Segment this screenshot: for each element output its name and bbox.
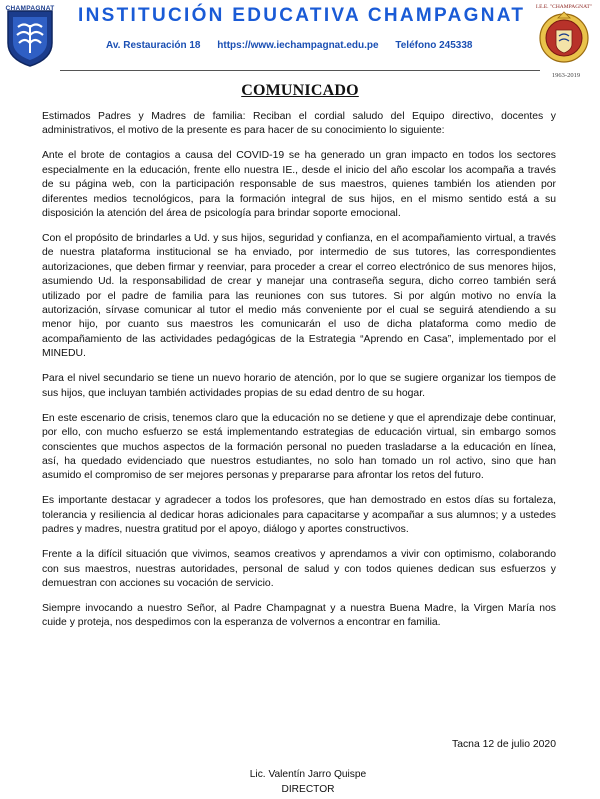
paragraph-closing: Siempre invocando a nuestro Señor, al Padre Champagnat y a nuestra Buena Madre, la Virgen María nos cuide y proteja, nos despedimos con la esperanza de volvernos a encontrar en familia. bbox=[42, 602, 556, 629]
document-title: COMUNICADO bbox=[241, 82, 359, 99]
place-date: Tacna 12 de julio 2020 bbox=[452, 739, 556, 750]
phone: Teléfono 245338 bbox=[395, 40, 473, 51]
paragraph-optimism: Frente a la difícil situación que vivimos, seamos creativos y aprendamos a vivir con optimismo, colaborando con sus maestros, nuestras autoridades, personal de salud y con todos quienes dedican sus esfuerzos y demuestran con acciones su vocación de servicio. bbox=[42, 549, 556, 589]
paragraph-covid: Ante el brote de contagios a causa del COVID-19 se ha generado un gran impacto en todos los sectores especialmente en la educación, frente ello nuestra IE., desde el inicio del año escolar los acompaña a través de su página web, con la participación responsable de sus maestros, quienes también los atienden por diferentes medios tecnológicos, para la formación integral de sus hijos, en el mismo sentido está a su disposición la atención del área de psicología para brindar soporte emocional. bbox=[42, 150, 556, 220]
signatory-role: DIRECTOR bbox=[281, 784, 335, 795]
anniversary-crest-logo bbox=[534, 0, 594, 70]
header-divider bbox=[60, 70, 540, 71]
crest-caption: I.E.E. "CHAMPAGNAT" bbox=[535, 4, 593, 10]
shield-logo-label: CHAMPAGNAT bbox=[5, 5, 55, 12]
anniversary-years: 1963-2019 bbox=[551, 72, 581, 79]
signatory-name: Lic. Valentín Jarro Quispe bbox=[249, 769, 367, 780]
paragraph-crisis: En este escenario de crisis, tenemos claro que la educación no se detiene y que el aprendizaje debe continuar, por ello, con mucho esfuerzo se está implementando estrategias de educación virtual, sin embargo somos conscientes que muchos aspectos de la formación personal no pueden trasladarse a la educación en línea, así, ha quedado evidenciado que nuestros estudiantes, no solo han tomado un rol activo, sino que han asumido el compromiso de ser mejores personas y prepararse para afrontar los retos del futuro. bbox=[42, 412, 556, 482]
website-link[interactable]: https://www.iechampagnat.edu.pe bbox=[217, 40, 379, 51]
paragraph-greeting: Estimados Padres y Madres de familia: Reciban el cordial saludo del Equipo directivo, docentes y administrativos, el motivo de la presente es para hacer de su conocimiento lo siguiente: bbox=[42, 111, 556, 137]
school-shield-logo bbox=[5, 3, 55, 67]
paragraph-thanks: Es importante destacar y agradecer a todos los profesores, que han demostrado en estos días su fortaleza, tolerancia y resiliencia al dedicar horas adicionales para capacitarse y acompañar a sus alumnos; y a ustedes padres y madres, nuestra gratitud por el apoyo, diálogo y aportes constructivos. bbox=[42, 495, 556, 536]
crest-icon bbox=[534, 0, 594, 70]
letter-body bbox=[42, 110, 556, 641]
letterhead bbox=[0, 0, 600, 80]
paragraph-platform: Con el propósito de brindarles a Ud. y sus hijos, seguridad y confianza, en el acompañamiento virtual, a través de nuestra plataforma institucional se ha enviado, por intermedio de sus tutores, las correspondientes autorizaciones, que deben firmar y reenviar, para proceder a crear el correo electrónico de sus menores hijos, asumiendo Ud. la responsabilidad de crear y manejar una contraseña segura, dicho correo también será utilizado por el padre de familia para las reuniones con sus tutores. Si por algún motivo no envía la autorización, sírvase comunicar al tutor el medio más conveniente por el cual se seguirá atendiendo a su menor hijo, por cuanto sus maestros les comunicarán el uso de dicha plataforma como medio de acompañamiento de las actividades pedagógicas de la Estrategia “Aprendo en Casa”, implementado por el MINEDU. bbox=[42, 233, 556, 360]
shield-icon bbox=[5, 3, 55, 67]
paragraph-schedule: Para el nivel secundario se tiene un nuevo horario de atención, por lo que se sugiere organizar los tiempos de sus hijos, que incluyan también actividades propias de su edad dentro de su hogar. bbox=[42, 373, 556, 399]
school-name: INSTITUCIÓN EDUCATIVA CHAMPAGNAT bbox=[78, 5, 526, 26]
contact-line bbox=[106, 40, 526, 51]
address: Av. Restauración 18 bbox=[106, 40, 201, 51]
